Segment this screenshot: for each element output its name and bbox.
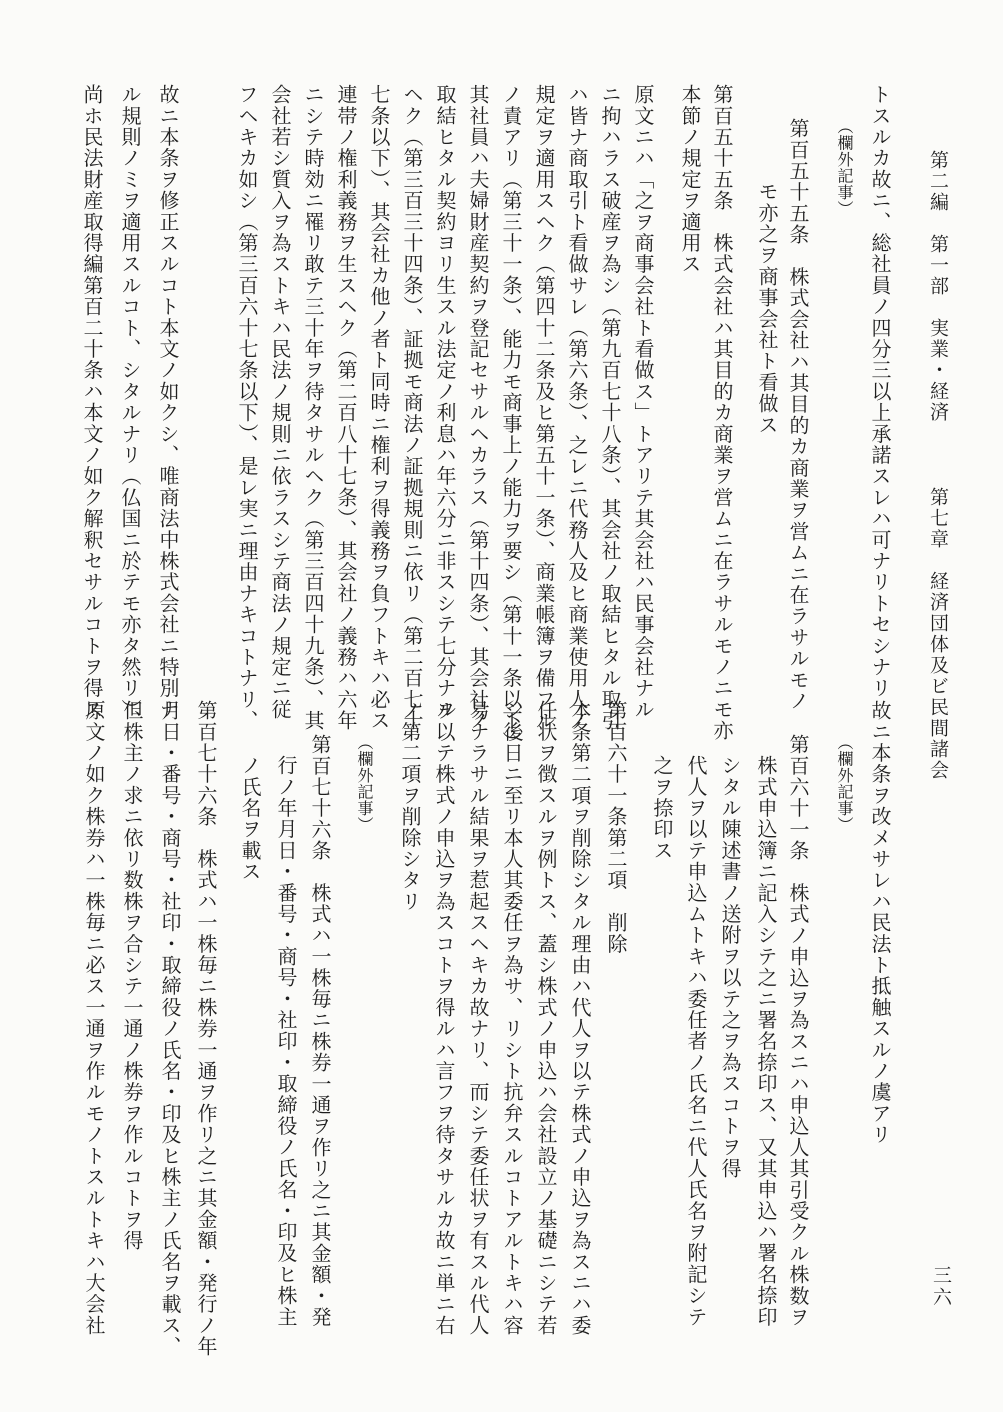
text-column: トスルカ故ニ、総社員ノ四分三以上承諾スレハ可ナリトセシナリ <box>868 84 892 699</box>
text-column: ハ皆ナ商取引ト看做サレ（第六条）、之レニ代務人及ヒ商業使用人ノ <box>565 84 589 732</box>
text-column: ニシテ時効ニ罹リ敢テ三十年ヲ待タサルヘク（第三百四十九条）、其 <box>301 84 325 732</box>
text-column: シタル陳述書ノ送附ヲ以テ之ヲ為スコトヲ得 <box>718 755 742 1179</box>
text-column: 本節ノ規定ヲ適用ス <box>678 84 702 275</box>
text-column: シ後日ニ至リ本人其委任ヲ為サ、リシト抗弁スルコトアルトキハ容 <box>500 700 524 1336</box>
text-column: ル規則ノミヲ適用スルコト、シタルナリ（仏国ニ於テモ亦タ然リ）、 <box>118 84 142 732</box>
marginal-note-label: （欄外記事） <box>835 118 854 217</box>
text-column: 之ヲ捺印ス <box>650 755 674 861</box>
text-column: 故ニ本条ヲ改メサレハ民法ト抵触スルノ虞アリ <box>868 700 892 1146</box>
text-column: 尚ホ民法財産取得編第百二十条ハ本文ノ如ク解釈セサルコトヲ得ス <box>80 84 104 720</box>
page-number: 三六 <box>930 1265 952 1309</box>
text-column: 連帯ノ権利義務ヲ生スヘク（第二百八十七条）、其会社ノ義務ハ六年 <box>334 84 358 732</box>
text-column: ヘク（第三百三十四条）、証拠モ商法ノ証拠規則ニ依リ（第二百七十 <box>400 84 424 732</box>
text-column: 但株主ノ求ニ依リ数株ヲ合シテ一通ノ株券ヲ作ルコトヲ得 <box>120 700 144 1252</box>
text-column: 月日・番号・商号・社印・取締役ノ氏名・印及ヒ株主ノ氏名ヲ載ス、 <box>158 700 182 1358</box>
header-part: 第二編 第一部 実業・経済 <box>927 150 949 423</box>
text-column: 第百六十一条第二項 削除 <box>604 700 628 955</box>
text-column: 規定ヲ適用スヘク（第四十二条及ヒ第五十一条）、商業帳簿ヲ備フル <box>532 84 556 732</box>
text-column: 第百五十五条 株式会社ハ其目的カ商業ヲ営ムニ在ラサルモノ <box>786 118 810 712</box>
text-column: ニ拘ハラス破産ヲ為シ（第九百七十八条）、其会社ノ取結ヒタル取引 <box>598 84 622 732</box>
text-column: 本条第二項ヲ削除シタル理由ハ代人ヲ以テ株式ノ申込ヲ為スニハ委 <box>568 700 592 1336</box>
text-column: ノ第二項ヲ削除シタリ <box>398 700 422 912</box>
text-column: 原文ノ如ク株券ハ一株毎ニ必ス一通ヲ作ルモノトスルトキハ大会社 <box>82 700 106 1336</box>
text-column: ヲ以テ株式ノ申込ヲ為スコトヲ得ルハ言フヲ待タサルカ故ニ単ニ右 <box>432 700 456 1336</box>
text-column: 取結ヒタル契約ヨリ生スル法定ノ利息ハ年六分ニ非スシテ七分ナル <box>433 84 457 720</box>
text-column: ノ責アリ（第三十一条）、能力モ商事上ノ能力ヲ要シ（第十一条以下） <box>499 84 523 753</box>
text-column: 易ナラサル結果ヲ惹起スヘキカ故ナリ、而シテ委任状ヲ有スル代人 <box>466 700 490 1336</box>
text-column: 第百五十五条 株式会社ハ其目的カ商業ヲ営ムニ在ラサルモノニモ亦 <box>710 84 734 742</box>
text-column: 株式申込簿ニ記入シテ之ニ署名捺印ス、又其申込ハ署名捺印 <box>754 755 778 1328</box>
text-column: ノ氏名ヲ載ス <box>238 755 262 883</box>
text-column: 行ノ年月日・番号・商号・社印・取締役ノ氏名・印及ヒ株主 <box>274 755 298 1328</box>
text-column: 七条以下）、其会社カ他ノ者ト同時ニ権利ヲ得義務ヲ負フトキハ必ス <box>367 84 391 732</box>
text-column: 第百七十六条 株式ハ一株毎ニ株券一通ヲ作リ之ニ其金額・発行ノ年 <box>194 700 218 1358</box>
text-column: 其社員ハ夫婦財産契約ヲ登記セサルヘカラス（第十四条）、其会社ノ <box>466 84 490 732</box>
text-column: モ亦之ヲ商事会社ト看做ス <box>755 181 779 436</box>
text-column: 故ニ本条ヲ修正スルコト本文ノ如クシ、唯商法中株式会社ニ特別ナ <box>156 84 180 720</box>
marginal-note-label: （欄外記事） <box>835 734 854 833</box>
text-column: フヘキカ如シ（第三百六十七条以下）、是レ実ニ理由ナキコトナリ、 <box>235 84 259 732</box>
text-column: 任状ヲ徴スルヲ例トス、蓋シ株式ノ申込ハ会社設立ノ基礎ニシテ若 <box>534 700 558 1336</box>
text-column: 原文ニハ「之ヲ商事会社ト看做ス」トアリテ其会社ハ民事会社ナル <box>631 84 655 720</box>
running-header <box>928 150 947 781</box>
text-column: 第百七十六条 株式ハ一株毎ニ株券一通ヲ作リ之ニ其金額・発 <box>308 734 332 1328</box>
text-column: 会社若シ質入ヲ為ストキハ民法ノ規則ニ依ラスシテ商法ノ規定ニ従 <box>268 84 292 720</box>
text-column: 第百六十一条 株式ノ申込ヲ為スニハ申込人其引受クル株数ヲ <box>786 734 810 1328</box>
header-chapter: 第七章 経済団体及ビ民間諸会 <box>927 487 949 782</box>
marginal-note-label: （欄外記事） <box>355 734 374 833</box>
text-column: 代人ヲ以テ申込ムトキハ委任者ノ氏名ニ代人氏名ヲ附記シテ <box>684 755 708 1328</box>
